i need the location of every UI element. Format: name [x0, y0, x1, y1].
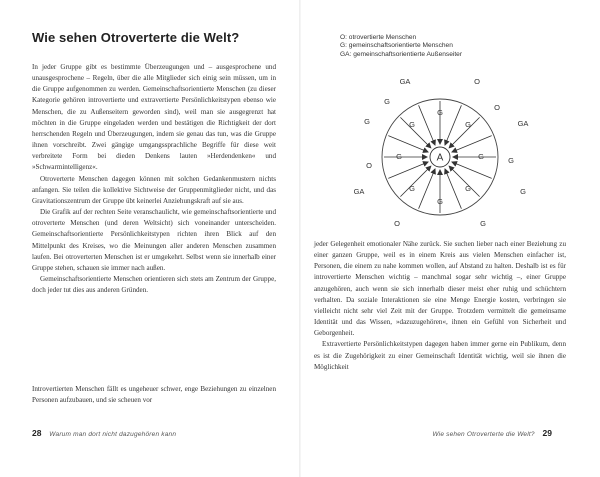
- inner-label: G: [437, 108, 443, 117]
- paragraph: Introvertierten Menschen fällt es ungeheuer schwer, enge Beziehungen zu einzelnen Personen aufzubauen, und sie scheuen vor: [32, 385, 276, 405]
- paragraph: jeder Gelegenheit emotionaler Nähe zurück. Sie suchen lieber nach einer Beziehung zu einer ganzen Gruppe, weil es in einem Kreis aus vielen Menschen einfacher ist, Personen, die einem zu nahe kommen wollen, auf Abstand zu halten. Deshalb ist es für introvertierte Menschen wichtig – manchmal sogar sehr wichtig –, einer Gruppe anzugehören, auch wenn sie sich innerhalb dieser meist eher ruhig und schüchtern verhalten. Da soziale Interaktionen sie eine Menge Energie kosten, verbringen sie vielleicht nicht sehr viel Zeit mit der Gruppe. Trotzdem vermittelt die gemeinsame Identität und das Wissen, »dazuzugehören«, ihnen ein Gefühl von Sicherheit und Geborgenheit.: [314, 240, 566, 338]
- right-footer: [426, 428, 552, 438]
- outer-label: G: [508, 156, 514, 165]
- inner-label: G: [465, 120, 471, 129]
- inward-arrow: [445, 105, 461, 145]
- running-head: Wie sehen Otroverterte die Welt?: [432, 431, 535, 438]
- running-head: Warum man dort nicht dazugehören kann: [49, 431, 177, 438]
- legend-item: G: gemeinschaftsorientierte Menschen: [340, 42, 453, 50]
- inner-label: G: [396, 152, 402, 161]
- paragraph: In jeder Gruppe gibt es bestimmte Überzeugungen und – ausgesprochene und unausgesprochene – Regeln, über die alle Mitglieder sich einig sein müssen, um in die Gruppe aufgenommen zu werden. Gemeinschaftsorientierte Menschen (zu dieser Kategorie gehören introvertierte und extravertierte Persönlichkeitstypen ebenso wie Menschen, die zu Außenseitern geworden sind), weil man sie ausgegrenzt hat möchten in die Gruppe eingeladen werden und bestätigen die Richtigkeit der dort herrschenden Regeln und Überzeugungen, indem sie genau das tun, was die Gruppe ihnen vorschreibt. Zwei gängige umgangssprachliche Begriffe für diese weit verbreitete Form bei dieden Denkens lauten »Herdendenken« und »Schwarmintelligenz«.: [32, 63, 276, 172]
- diagram-legend: [340, 34, 462, 59]
- page-heading: Wie sehen Otroverterte die Welt?: [32, 30, 240, 45]
- inward-arrow: [452, 162, 492, 178]
- inward-arrow: [388, 162, 428, 178]
- outer-label: G: [520, 187, 526, 196]
- outer-label: GA: [399, 77, 411, 86]
- orientation-diagram: [347, 60, 547, 230]
- paragraph: Die Grafik auf der rechten Seite veranschaulicht, wie gemeinschaftsorientierte und otroverterte Menschen (und deren Weltsicht) sich voneinander unterscheiden. Gemeinschaftsorientierte Persönlichkeitstypen richten ihren Blick auf den Mittelpunkt des Kreises, wo die Meinungen aller anderen Menschen zusammen laufen. Bei otroverterten Menschen ist er umgekehrt. Selbst wenn sie innerhalb einer Gruppe stehen, schauen sie immer nach außen.: [32, 208, 276, 272]
- legend-item: GA: gemeinschaftsorientierte Außenseiter: [340, 50, 463, 58]
- page-number: 29: [542, 428, 552, 438]
- inward-arrow: [452, 136, 492, 152]
- inward-arrow: [419, 169, 435, 209]
- inner-label: G: [409, 184, 415, 193]
- outer-label: O: [494, 103, 500, 112]
- outer-label: GA: [517, 119, 529, 128]
- right-page: [300, 0, 600, 477]
- outer-label: G: [384, 97, 390, 106]
- left-text-block-bottom: [32, 384, 276, 406]
- center-label: A: [436, 152, 444, 164]
- outer-label: G: [364, 117, 370, 126]
- paragraph: Otroverterte Menschen dagegen können mit solchen Gedankenmustern nichts anfangen. Sie teilen die kollektive Sichtweise der Gruppenmitglieder nicht, und das Gravitationszentrum der Gruppe übt keinerlei Anziehungskraft auf sie aus.: [32, 174, 276, 205]
- inner-label: G: [409, 120, 415, 129]
- paragraph: Gemeinschaftsorientierte Menschen orientieren sich stets am Zentrum der Gruppe, doch jeder tut dies aus anderen Gründen.: [32, 274, 276, 295]
- inward-arrow: [419, 105, 435, 145]
- inner-label: G: [437, 197, 443, 206]
- outer-label: O: [474, 77, 480, 86]
- inward-arrow: [400, 117, 430, 147]
- legend-item: O: otrovertierte Menschen: [340, 34, 417, 41]
- inward-arrow: [388, 136, 428, 152]
- inward-arrow: [400, 166, 430, 196]
- outer-label: GA: [353, 187, 365, 196]
- page-number: 28: [32, 428, 42, 438]
- inward-arrow: [445, 169, 461, 209]
- inner-label: G: [478, 152, 484, 161]
- inner-label: G: [465, 184, 471, 193]
- outer-label: G: [480, 219, 486, 228]
- paragraph: Extravertierte Persönlichkeitstypen dagegen haben immer gerne ein Publikum, denn es ist die Zugehörigkeit zu einer Gemeinschaft Identität wichtig, weil sie ihnen die Möglichkeit: [314, 340, 566, 371]
- left-text-block: [32, 62, 276, 296]
- right-text-block: [314, 239, 566, 373]
- outer-label: O: [394, 219, 400, 228]
- left-footer: [32, 428, 182, 438]
- outer-label: O: [366, 161, 372, 170]
